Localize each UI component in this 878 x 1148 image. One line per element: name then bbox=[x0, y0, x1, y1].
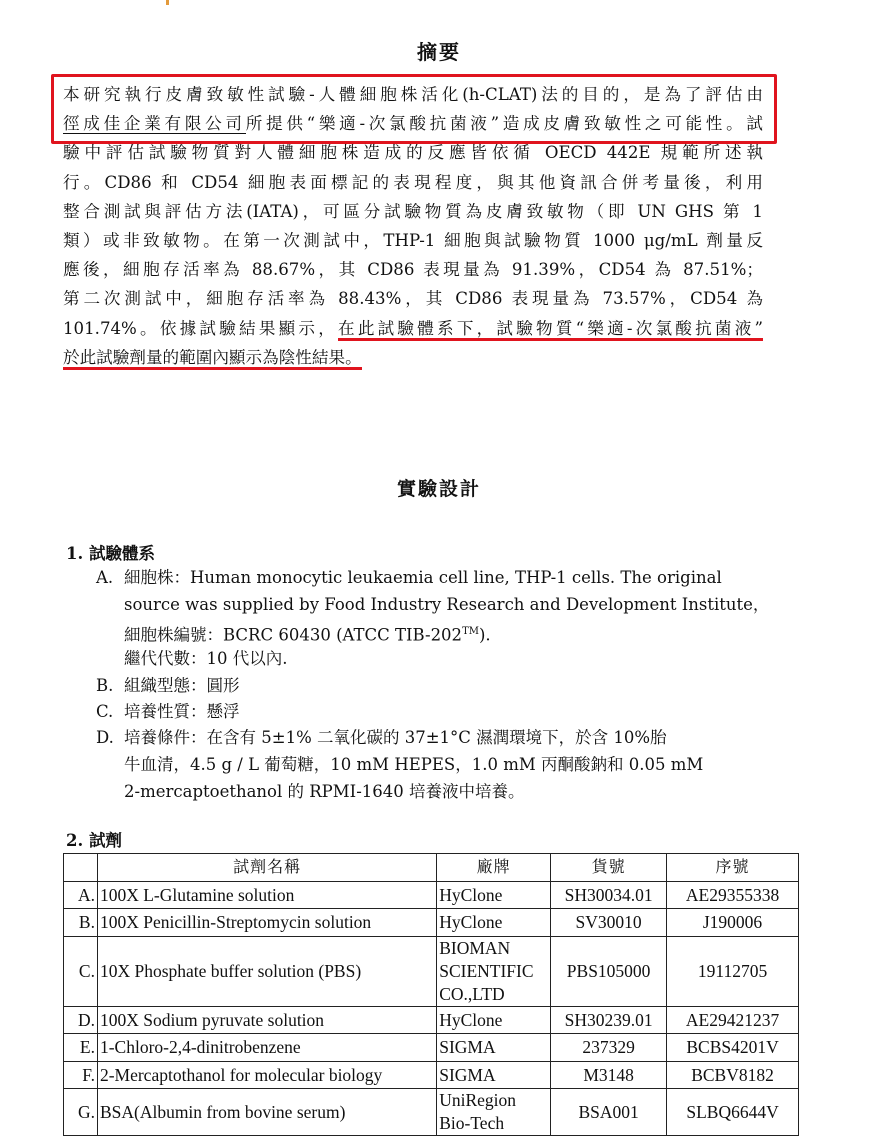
row-brand-line-1: UniRegion bbox=[439, 1090, 517, 1110]
design-title: 實驗設計 bbox=[396, 478, 481, 500]
row-lot: BCBS4201V bbox=[667, 1034, 799, 1062]
item-a-line-2: source was supplied by Food Industry Research and Development Institute， bbox=[124, 595, 770, 614]
row-lot: SLBQ6644V bbox=[667, 1089, 799, 1136]
section-2-heading: 2. 試劑 bbox=[66, 831, 122, 850]
row-lot: AE29355338 bbox=[667, 881, 799, 909]
summary-line-10 bbox=[63, 343, 763, 372]
item-c-line-1: 培養性質：懸浮 bbox=[124, 702, 240, 721]
item-a-line-3 bbox=[124, 618, 744, 645]
summary-line-7: 應後，細胞存活率為 88.67%，其 CD86 表現量為 91.39%，CD54 為 87.51%； bbox=[63, 260, 763, 280]
item-a-line-1: 細胞株：Human monocytic leukaemia cell line, THP-1 cells. The original bbox=[124, 568, 722, 587]
summary-line-6: 類）或非致敏物。在第一次測試中，THP-1 細胞與試驗物質 1000 μg/mL 劑量反 bbox=[63, 230, 763, 250]
item-d-label: D. bbox=[96, 728, 114, 747]
row-brand: HyClone bbox=[437, 881, 551, 909]
item-c-label: C. bbox=[96, 702, 114, 721]
summary-line-2 bbox=[63, 109, 763, 138]
row-brand: SIGMA bbox=[437, 1061, 551, 1089]
item-b-label: B. bbox=[96, 676, 114, 695]
section-1-heading: 1. 試驗體系 bbox=[66, 544, 155, 563]
summary-line-8: 第二次測試中，細胞存活率為 88.43%，其 CD86 表現量為 73.57%，CD54 為 bbox=[63, 289, 763, 309]
summary-line-5: 整合測試與評估方法(IATA)，可區分試驗物質為皮膚致敏物（即 UN GHS 第 1 bbox=[63, 201, 763, 221]
item-d-line-1: 培養條件：在含有 5±1% 二氧化碳的 37±1°C 濕潤環境下，於含 10%胎 bbox=[124, 728, 667, 747]
row-brand-line-3: CO.,LTD bbox=[439, 983, 505, 1004]
row-name: 10X Phosphate buffer solution (PBS) bbox=[97, 936, 436, 1006]
row-cat: SH30034.01 bbox=[551, 881, 667, 909]
highlight-underline-2: 於此試驗劑量的範圍內顯示為陰性結果。 bbox=[63, 348, 362, 370]
row-brand bbox=[437, 936, 551, 1006]
header-lot: 序號 bbox=[667, 854, 799, 882]
summary-line-4: 行。CD86 和 CD54 細胞表面標記的表現程度，與其他資訊合併考量後，利用 bbox=[63, 172, 763, 192]
row-name: 100X Sodium pyruvate solution bbox=[97, 1006, 436, 1034]
company-name: 徑成佳企業有限公司 bbox=[63, 114, 246, 134]
header-brand: 廠牌 bbox=[437, 854, 551, 882]
item-d-line-3: 2-mercaptoethanol 的 RPMI-1640 培養液中培養。 bbox=[124, 782, 525, 801]
summary-line-2-rest: 所提供“樂適-次氯酸抗菌液”造成皮膚致敏性之可能性。試 bbox=[245, 114, 763, 134]
cell-id-text: 細胞株編號：BCRC 60430 (ATCC TIB-202 bbox=[124, 625, 463, 645]
summary-line-1: 本研究執行皮膚致敏性試驗-人體細胞株活化(h-CLAT)法的目的，是為了評估由 bbox=[63, 85, 763, 104]
summary-line-9-pre: 101.74%。依據試驗結果顯示， bbox=[63, 318, 339, 338]
tm-after: ). bbox=[478, 625, 491, 645]
highlight-underline-1: 在此試驗體系下，試驗物質“樂適-次氯酸抗菌液” bbox=[338, 319, 763, 341]
row-cat: PBS105000 bbox=[551, 936, 667, 1006]
summary-title: 摘要 bbox=[417, 40, 461, 64]
row-id: G. bbox=[64, 1089, 98, 1136]
row-id: B. bbox=[64, 909, 98, 937]
row-id: A. bbox=[64, 881, 98, 909]
item-d-line-2: 牛血清，4.5 g / L 葡萄糖，10 mM HEPES，1.0 mM 丙酮酸鈉和 0.05 mM bbox=[124, 755, 704, 774]
header-cat: 貨號 bbox=[551, 854, 667, 882]
header-name: 試劑名稱 bbox=[97, 854, 436, 882]
row-brand: HyClone bbox=[437, 909, 551, 937]
row-cat: SV30010 bbox=[551, 909, 667, 937]
row-id: D. bbox=[64, 1006, 98, 1034]
row-id: C. bbox=[64, 936, 98, 1006]
page-edge-mark bbox=[166, 0, 169, 5]
row-name: 100X Penicillin-Streptomycin solution bbox=[97, 909, 436, 937]
summary-line-3: 驗中評估試驗物質對人體細胞株造成的反應皆依循 OECD 442E 規範所述執 bbox=[63, 143, 763, 163]
item-a-label: A. bbox=[96, 568, 114, 587]
row-lot: J190006 bbox=[667, 909, 799, 937]
table-header-row bbox=[64, 854, 799, 882]
row-brand-line-2: SCIENTIFIC bbox=[439, 960, 534, 981]
row-lot: BCBV8182 bbox=[667, 1061, 799, 1089]
row-cat: SH30239.01 bbox=[551, 1006, 667, 1034]
row-brand-line-2: Bio-Tech bbox=[439, 1113, 505, 1133]
row-brand bbox=[437, 1089, 551, 1136]
row-brand-line-1: BIOMAN bbox=[439, 937, 511, 958]
row-name: 2-Mercaptothanol for molecular biology bbox=[97, 1061, 436, 1089]
row-name: BSA(Albumin from bovine serum) bbox=[97, 1089, 436, 1136]
row-name: 100X L-Glutamine solution bbox=[97, 881, 436, 909]
table-row bbox=[64, 909, 799, 937]
row-lot: AE29421237 bbox=[667, 1006, 799, 1034]
tm-sup: TM bbox=[462, 626, 479, 637]
row-id: F. bbox=[64, 1061, 98, 1089]
table-row bbox=[64, 881, 799, 909]
item-a-line-4: 繼代代數：10 代以內. bbox=[124, 649, 288, 668]
row-cat: 237329 bbox=[551, 1034, 667, 1062]
table-row bbox=[64, 1034, 799, 1062]
summary-line-9 bbox=[63, 314, 763, 343]
reagent-table bbox=[63, 853, 799, 1136]
row-name: 1-Chloro-2,4-dinitrobenzene bbox=[97, 1034, 436, 1062]
row-brand: SIGMA bbox=[437, 1034, 551, 1062]
table-row bbox=[64, 1006, 799, 1034]
row-cat: BSA001 bbox=[551, 1089, 667, 1136]
header-id bbox=[64, 854, 98, 882]
row-lot: 19112705 bbox=[667, 936, 799, 1006]
table-row bbox=[64, 1061, 799, 1089]
row-brand: HyClone bbox=[437, 1006, 551, 1034]
row-id: E. bbox=[64, 1034, 98, 1062]
row-cat: M3148 bbox=[551, 1061, 667, 1089]
item-b-line-1: 組織型態：圓形 bbox=[124, 676, 240, 695]
summary-paragraph bbox=[63, 80, 763, 372]
table-row bbox=[64, 1089, 799, 1136]
table-row bbox=[64, 936, 799, 1006]
